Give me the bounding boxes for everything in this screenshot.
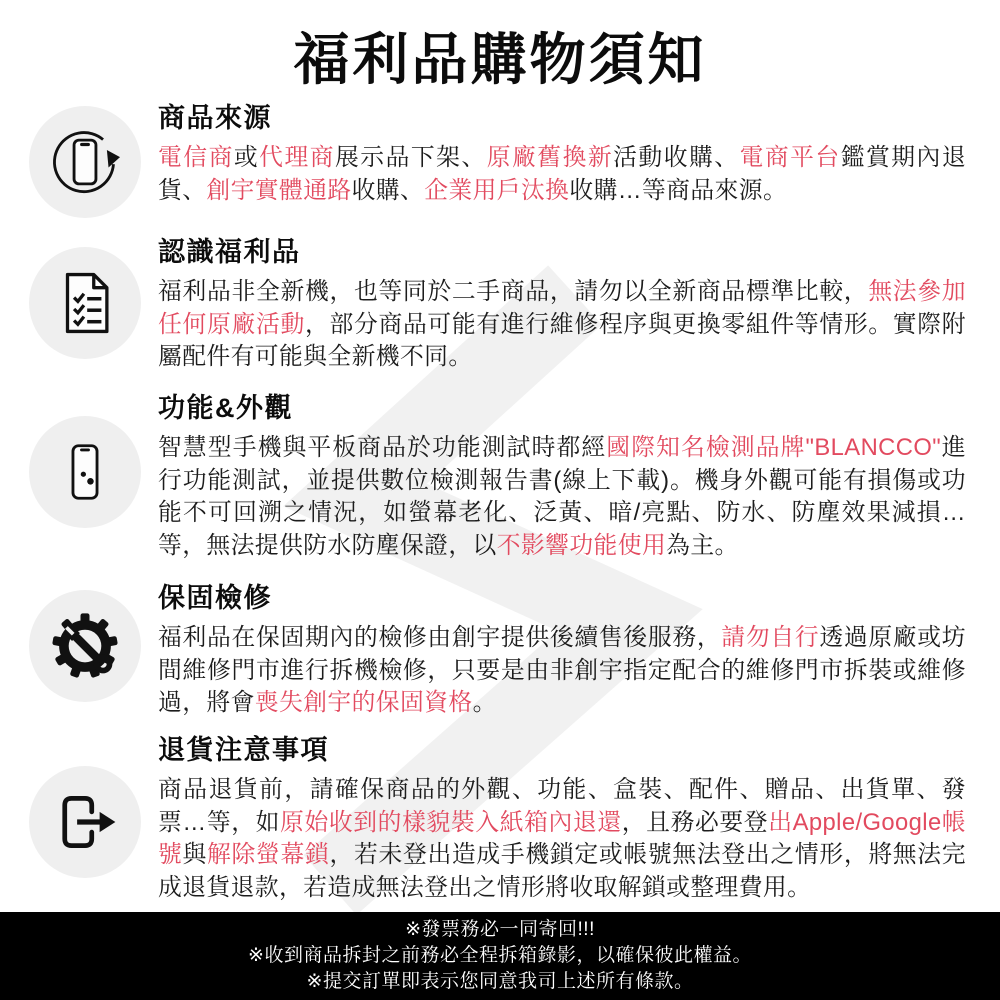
footer-notes-bar bbox=[0, 912, 1000, 1000]
text-segment: 。 bbox=[472, 689, 497, 717]
text-segment: 收購、 bbox=[351, 176, 425, 204]
text-segment: 請勿自行 bbox=[721, 624, 820, 651]
section-body bbox=[158, 622, 966, 720]
footer-note: ※發票務必一同寄回!!! bbox=[405, 919, 595, 940]
page-title: 福利品購物須知 bbox=[293, 28, 707, 91]
text-segment: 電商平台 bbox=[739, 144, 841, 171]
text-segment: 創宇實體通路 bbox=[206, 176, 352, 204]
text-segment: 國際知名檢測品牌"BLANCCO" bbox=[606, 434, 942, 461]
text-segment: 鑑賞期內退貨、 bbox=[158, 144, 967, 204]
text-segment: 電信商 bbox=[158, 144, 234, 171]
text-segment: 為主。 bbox=[666, 531, 739, 559]
text-segment: 企業用戶汰換 bbox=[424, 176, 570, 204]
text-segment: 原廠舊換新 bbox=[486, 144, 614, 171]
text-segment: 代理商 bbox=[259, 144, 336, 171]
footer-note: ※提交訂單即表示您同意我司上述所有條款。 bbox=[306, 971, 694, 992]
text-segment: 透過原廠或坊間維修門市進行拆機檢修，只要是由非創宇指定配合的維修門市拆裝或維修過，將會 bbox=[158, 624, 966, 717]
section-heading: 商品來源 bbox=[158, 103, 272, 133]
text-segment: 商品退貨前，請確保商品的外觀、功能、盒裝、配件、贈品、出貨單、發票…等，如 bbox=[158, 776, 966, 836]
phone-refresh-icon bbox=[29, 106, 141, 218]
section-heading: 認識福利品 bbox=[158, 237, 301, 267]
section-body bbox=[158, 142, 966, 207]
section-heading: 退貨注意事項 bbox=[158, 735, 329, 765]
text-segment: ，且務必要登 bbox=[621, 808, 769, 836]
text-segment: 展示品下架、 bbox=[335, 144, 487, 171]
text-segment: 喪失創宇的保固資格 bbox=[254, 689, 473, 717]
logout-arrow-icon bbox=[29, 766, 141, 878]
text-segment: 收購…等商品來源。 bbox=[569, 176, 788, 204]
text-segment: 智慧型手機與平板商品於功能測試時都經 bbox=[158, 434, 607, 461]
gear-wrench-icon bbox=[29, 590, 141, 702]
text-segment: 無法參加任何原廠活動 bbox=[158, 278, 966, 338]
section-heading: 保固檢修 bbox=[158, 583, 272, 613]
section-body bbox=[158, 276, 966, 374]
text-segment: 原始收到的樣貌裝入紙箱內退還 bbox=[280, 808, 622, 836]
section-heading: 功能&外觀 bbox=[158, 393, 293, 423]
text-segment: 進行功能測試，並提供數位檢測報告書(線上下載)。機身外觀可能有損傷或功能不可回溯之情況，如螢幕老化、泛黃、暗/亮點、防水、防塵效果減損…等，無法提供防水防塵保證，以 bbox=[158, 434, 966, 559]
text-segment: 與 bbox=[182, 841, 207, 869]
text-segment: 福利品非全新機，也等同於二手商品，請勿以全新商品標準比較， bbox=[158, 278, 869, 305]
phone-back-icon bbox=[29, 416, 141, 528]
checklist-icon bbox=[29, 247, 141, 359]
text-segment: 不影響功能使用 bbox=[496, 531, 667, 559]
section-body bbox=[158, 432, 966, 562]
text-segment: 解除螢幕鎖 bbox=[207, 841, 330, 869]
section-body bbox=[158, 774, 966, 904]
text-segment: 福利品在保固期內的檢修由創宇提供後續售後服務， bbox=[158, 624, 722, 651]
text-segment: ，部分商品可能有進行維修程序與更換零組件等情形。實際附屬配件有可能與全新機不同。 bbox=[158, 310, 966, 371]
footer-note: ※收到商品拆封之前務必全程拆箱錄影，以確保彼此權益。 bbox=[248, 945, 752, 966]
text-segment: 出Apple/Google帳號 bbox=[158, 808, 967, 869]
text-segment: ，若未登出造成手機鎖定或帳號無法登出之情形，將無法完成退貨退款，若造成無法登出之情形將收取解鎖或整理費用。 bbox=[158, 841, 966, 901]
text-segment: 或 bbox=[233, 144, 260, 171]
text-segment: 活動收購、 bbox=[613, 144, 740, 171]
